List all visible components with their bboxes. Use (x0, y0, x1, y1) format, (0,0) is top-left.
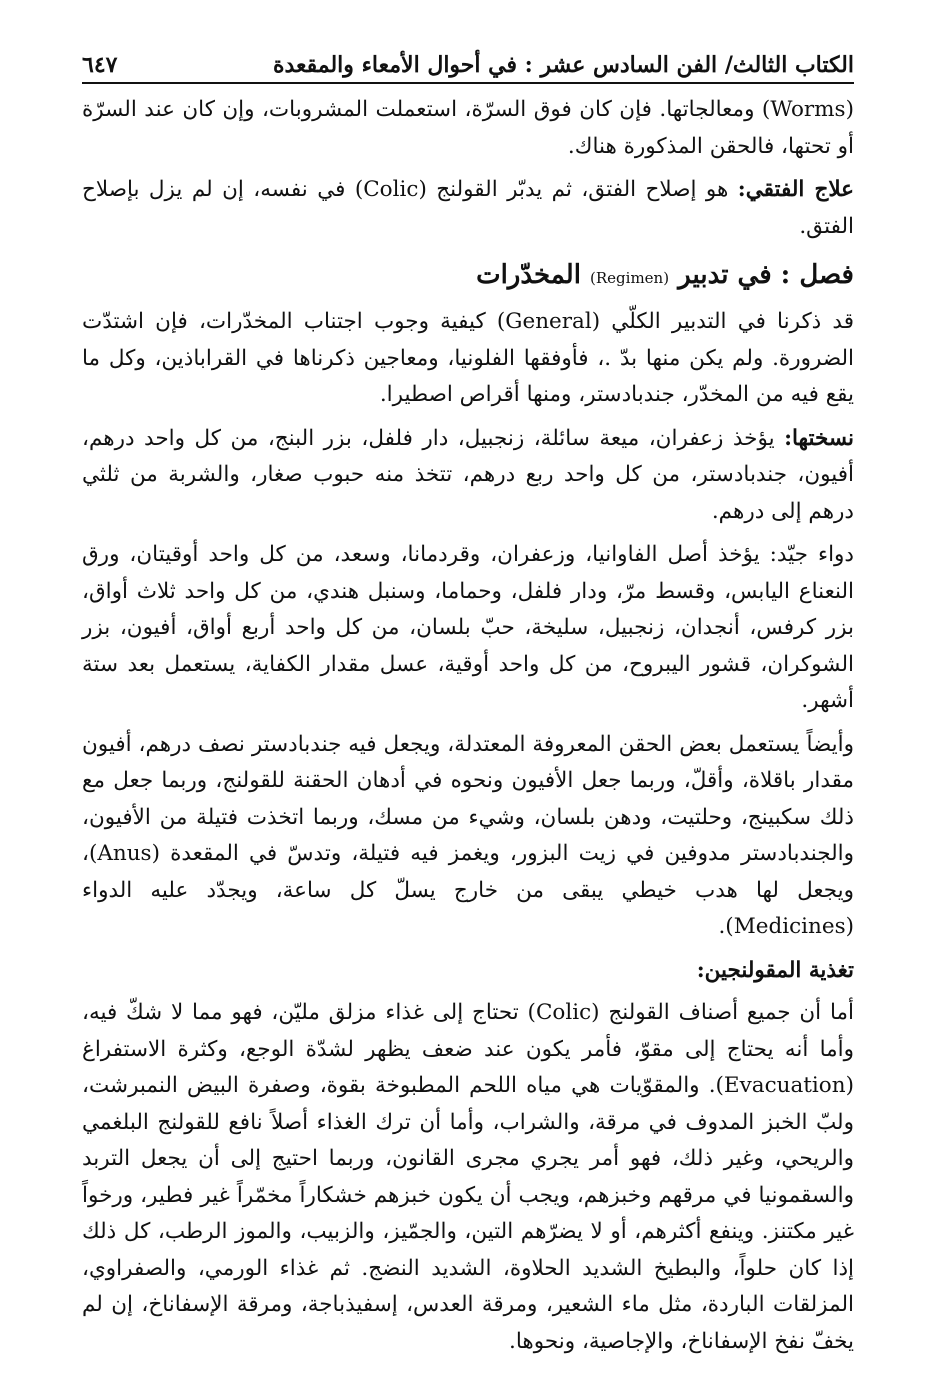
section-heading (82, 255, 854, 298)
paragraph-text: هو إصلاح الفتق، ثم يدبّر القولنج (Colic) في نفسه، إن لم يزل بإصلاح الفتق. (82, 177, 854, 239)
book-page (82, 38, 854, 1367)
running-title: الكتاب الثالث/ الفن السادس عشر : في أحوال الأمعاء والمقعدة (272, 52, 854, 78)
paragraph-hernia-treatment (82, 172, 854, 245)
section-heading-prefix: فصل : في تدبير (678, 260, 854, 290)
paragraph-text: دواء جيّد: يؤخذ أصل الفاوانيا، وزعفران، وقردمانا، وسعد، من كل واحد أوقيتان، ورق النعناع اليابس، وقسط مرّ، ودار فلفل، وحماما، وسنبل هندي، من كل واحد ثلاث أواق، بزر كرفس، أنجدان، زنجبيل، سليخة، حبّ بلسان، من كل واحد أربع أواق، أفيون، بزر الشوكران، قشور اليبروح، من كل واحد أوقية، عسل مقدار الكفاية، يستعمل بعد ستة أشهر. (82, 542, 854, 713)
paragraph-label: علاج الفتقي: (737, 177, 854, 202)
paragraph-recipe-1 (82, 421, 854, 531)
paragraph-nutrition (82, 995, 854, 1360)
subheading-nutrition: تغذية المقولنجين: (696, 957, 854, 983)
paragraph-text: قد ذكرنا في التدبير الكلّي (General) كيفية وجوب اجتناب المخدّرات، فإن اشتدّت الضرورة. ولم يكن منها بدّ .، فأوفقها الفلونيا، ومعاجين ذكرناها في القراباذين، وكل ما يقع فيه من المخدّر، جندبادستر، ومنها أقراص اصطيرا. (82, 309, 854, 407)
paragraph-label: نسختها: (784, 425, 854, 451)
section-heading-latin: (Regimen) (590, 269, 670, 287)
page-number: ٦٤٧ (82, 52, 118, 78)
paragraph-text: (Worms) ومعالجاتها. فإن كان فوق السرّة، استعملت المشروبات، وإن كان عند السرّة أو تحتها، فالحقن المذكورة هناك. (82, 97, 854, 159)
section-heading-suffix: المخدّرات (476, 260, 581, 290)
paragraph-enema (82, 727, 854, 946)
paragraph-intro (82, 304, 854, 414)
paragraph-recipe-2 (82, 537, 854, 720)
paragraph-text: أما أن جميع أصناف القولنج (Colic) تحتاج إلى غذاء مزلق مليّن، فهو مما لا شكّ فيه، وأما أنه يحتاج إلى مقوّ، فأمر يكون عند ضعف يظهر لشدّة الوجع، وكثرة الاستفراغ (Evacuation). والمقوّيات هي مياه اللحم المطبوخة بقوة، وصفرة البيض النمبرشت، ولبّ الخبز المدوف في مرقة، والشراب، وأما أن ترك الغذاء أصلاً نافع للقولنج البلغمي والريحي، وغير ذلك، فهو أمر يجري مجرى القانون، وربما احتيج إلى أن يجعل التربد والسقمونيا في مرقهم وخبزهم، ويجب أن يكون خبزهم خشكاراً مخمّراً غير فطير، ورخواً غير مكتنز. وينفع أكثرهم، أو لا يضرّهم التين، والجمّيز، والزبيب، والموز الرطب، كل ذلك إذا كان حلواً، والبطيخ الشديد الحلاوة، الشديد النضج. ثم غذاء الورمي، والصفراوي، المزلقات الباردة، مثل ماء الشعير، ومرقة العدس، إسفيذباجة، ومرقة الإسفاناخ، إن لم يخفّ نفخ الإسفاناخ، والإجاصية، ونحوها. (82, 1000, 854, 1354)
paragraph-text: يؤخذ زعفران، ميعة سائلة، زنجبيل، دار فلفل، بزر البنج، من كل واحد درهم، أفيون، جندبادستر، من كل واحد ربع درهم، تتخذ منه حبوب صغار، والشربة من ثلثي درهم إلى درهم. (82, 425, 854, 524)
paragraph-worms (82, 92, 854, 165)
page-content (82, 92, 854, 1360)
page-header (82, 38, 854, 84)
paragraph-text: وأيضاً يستعمل بعض الحقن المعروفة المعتدلة، ويجعل فيه جندبادستر نصف درهم، أفيون مقدار باقلاة، وأقلّ، وربما جعل الأفيون ونحوه في أدهان الحقنة للقولنج، وربما جعل مع ذلك سكبينج، وحلتيت، ودهن بلسان، وشيء من مسك، وربما اتخذت فتيلة من الأفيون، والجندبادستر مدوفين في زيت البزور، ويغمز فيه فتيلة، وتدسّ في المقعدة (Anus)، ويجعل لها هدب خيطي يبقى من خارج يسلّ كل ساعة، ويجدّد عليه الدواء (Medicines). (82, 731, 854, 939)
